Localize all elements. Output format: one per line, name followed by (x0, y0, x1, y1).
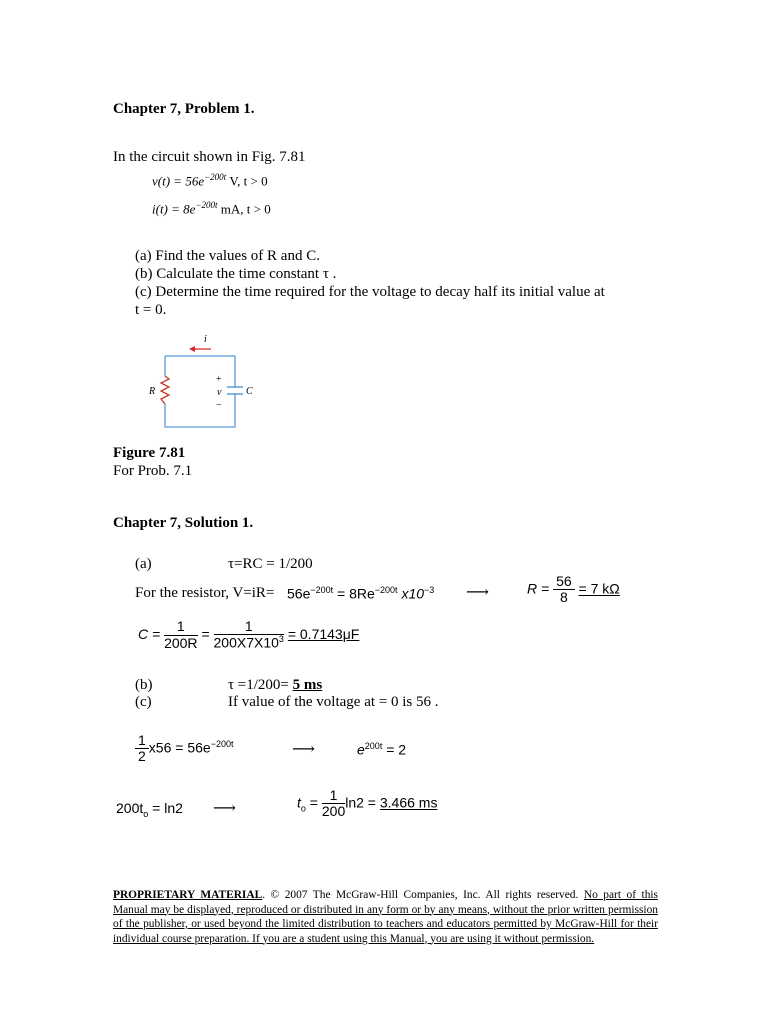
plus-label: + (216, 374, 222, 385)
problem-heading: Chapter 7, Problem 1. (113, 101, 255, 117)
solution-heading: Chapter 7, Solution 1. (113, 515, 254, 531)
resistor-label: R (149, 386, 156, 397)
ln-equation: $200t_o = \ln 2$ (116, 800, 183, 819)
c-equation: C = $\frac{1}{200R}$ = $\frac{1}{200X7X10^3}$ = 0.7143μF (138, 618, 360, 652)
current-arrowhead (189, 346, 195, 352)
r-equation: R = $\frac{56}{8}$ = 7 kΩ (527, 573, 620, 606)
resistor-symbol (161, 376, 169, 404)
part-b-label: (b) (135, 677, 153, 693)
part-b-answer-line: τ =1/200= 5 ms (228, 677, 323, 693)
figure-caption-title: Figure 7.81 (113, 445, 186, 461)
resistor-statement: For the resistor, V=iR= (135, 585, 275, 601)
voltage-equation: $v(t) = 56e^{-200t}$ V, t > 0 (152, 172, 268, 189)
part-c-question: (c) Determine the time required for the voltage to decay half its initial value at (135, 284, 605, 300)
circuit-diagram (145, 332, 255, 432)
part-a-question: (a) Find the values of R and C. (135, 248, 320, 264)
capacitor-label: C (246, 386, 253, 397)
voltage-label: v (217, 387, 222, 398)
resistor-equation: $56e^{-200t} = 8Re^{-200t}$ $x10^{-3}$ (287, 585, 435, 602)
problem-intro: In the circuit shown in Fig. 7.81 (113, 149, 306, 165)
figure-caption-sub: For Prob. 7.1 (113, 463, 193, 479)
current-label: i (204, 334, 207, 345)
arrow-2: ⟶ (292, 741, 315, 758)
half-voltage-equation: $\frac{1}{2}$ $x56 = 56e^{-200t}$ (135, 733, 233, 765)
current-equation: $i(t) = 8e^{-200t}$ mA, t > 0 (152, 200, 271, 217)
part-c-question-cont: t = 0. (135, 302, 167, 318)
part-b-question: (b) Calculate the time constant τ . (135, 266, 337, 282)
arrow-3: ⟶ (213, 800, 236, 817)
proprietary-notice: PROPRIETARY MATERIAL. © 2007 The McGraw-Hill Companies, Inc. All rights reserved. No part of this Manual may be displayed, reproduced or distributed in any form or by any means, without the prior written permission of the publisher, or used beyond the limited distribution to teachers and educators permitted by McGraw-Hill for their individual course preparation. If you are a student using this Manual, you are using it without permission. (113, 889, 658, 945)
part-b-answer: 5 ms (292, 677, 323, 693)
time-constant-expression: τ=RC = 1/200 (228, 556, 313, 572)
arrow-1: ⟶ (466, 584, 489, 601)
t0-equation: $t_o$ = $\frac{1}{200}$ ln2 = 3.466 ms (297, 787, 438, 820)
part-a-label: (a) (135, 556, 152, 572)
part-c-label: (c) (135, 694, 152, 710)
minus-label: − (216, 400, 222, 411)
exponential-equation: $e^{200t} = 2$ (357, 741, 407, 758)
part-c-statement: If value of the voltage at = 0 is 56 . (228, 694, 439, 710)
